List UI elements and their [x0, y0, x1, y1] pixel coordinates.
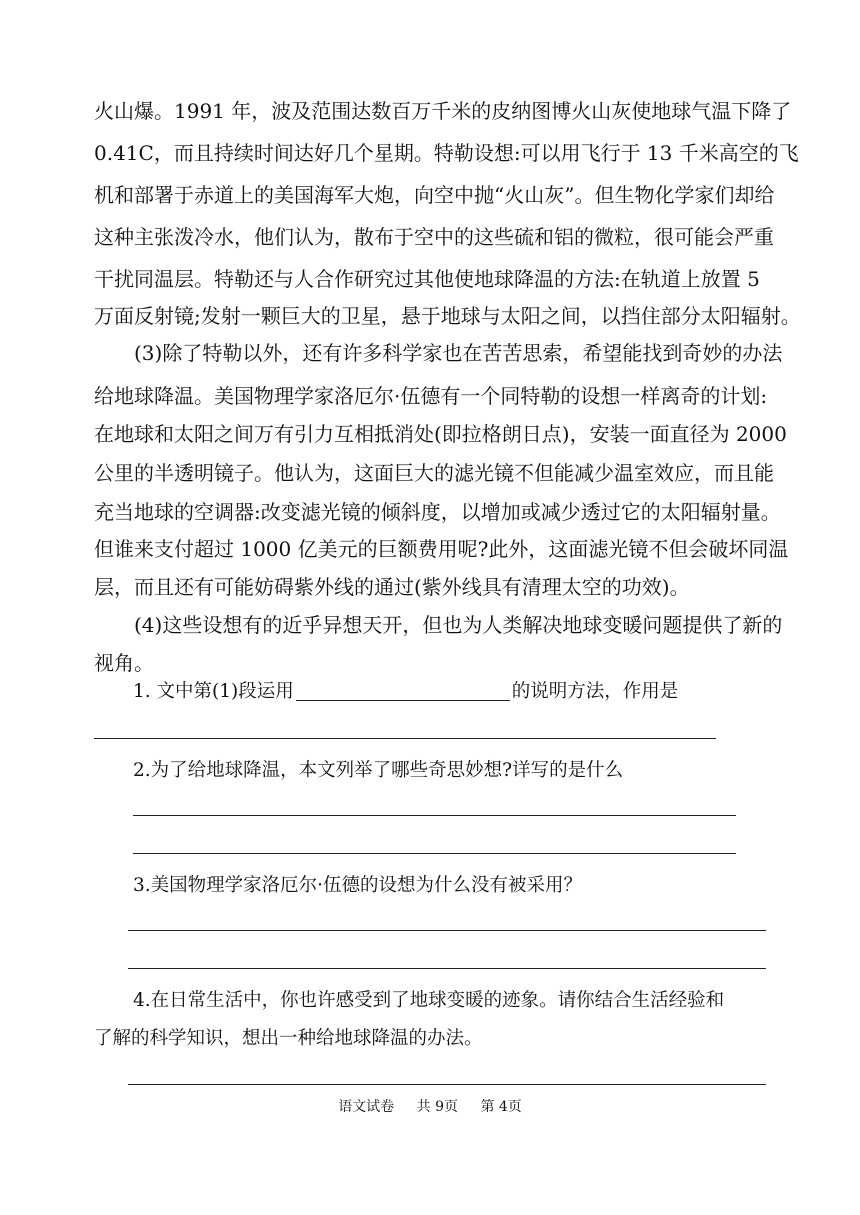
passage-line: 干扰同温层。特勒还与人合作研究过其他使地球降温的方法:在轨道上放置 5 — [94, 267, 760, 291]
passage-line: 公里的半透明镜子。他认为，这面巨大的滤光镜不但能减少温室效应，而且能 — [94, 461, 774, 485]
page-footer — [0, 1097, 860, 1117]
passage-line: 机和部署于赤道上的美国海军大炮，向空中抛“火山灰”。但生物化学家们却给 — [94, 183, 775, 207]
answer-line-q4[interactable] — [128, 1084, 766, 1085]
answer-line-q2-1[interactable] — [133, 815, 736, 816]
passage-line: 这种主张泼冷水，他们认为，散布于空中的这些硫和铝的微粒，很可能会严重 — [94, 225, 774, 249]
passage-line: 给地球降温。美国物理学家洛厄尔·伍德有一个同特勒的设想一样离奇的计划: — [94, 384, 768, 408]
question-1-suffix: 的说明方法，作用是 — [511, 681, 679, 702]
passage-line: 在地球和太阳之间万有引力互相抵消处(即拉格朗日点)，安装一面直径为 2000 — [94, 422, 787, 446]
question-2: 2.为了给地球降温，本文列举了哪些奇思妙想?详写的是什么 — [133, 760, 624, 781]
footer-page-number: 第 4页 — [480, 1099, 522, 1115]
question-4-line-1: 4.在日常生活中，你也许感受到了地球变暖的迹象。请你结合生活经验和 — [133, 990, 725, 1011]
question-3: 3.美国物理学家洛厄尔·伍德的设想为什么没有被采用？ — [133, 875, 583, 896]
passage-line: 层，而且还有可能妨碍紫外线的通过(紫外线具有清理太空的功效)。 — [94, 575, 690, 599]
answer-blank-method[interactable] — [296, 680, 510, 701]
passage-line: 但谁来支付超过 1000 亿美元的巨额费用呢?此外，这面滤光镜不但会破坏同温 — [94, 537, 789, 561]
passage-line: 万面反射镜;发射一颗巨大的卫星，悬于地球与太阳之间，以挡住部分太阳辐射。 — [94, 304, 801, 328]
question-4-line-2: 了解的科学知识，想出一种给地球降温的办法。 — [94, 1028, 483, 1049]
passage-line: (4)这些设想有的近乎异想天开，但也为人类解决地球变暖问题提供了新的 — [94, 613, 783, 637]
answer-line-q1[interactable] — [94, 738, 716, 739]
question-1 — [133, 679, 813, 705]
answer-line-q3-2[interactable] — [128, 968, 766, 969]
answer-line-q3-1[interactable] — [128, 930, 766, 931]
question-1-prefix: 1. 文中第(1)段运用 — [133, 681, 294, 702]
passage-line: 火山爆。1991 年，波及范围达数百万千米的皮纳图博火山灰使地球气温下降了 — [94, 99, 792, 123]
passage-line: 0.41C，而且持续时间达好几个星期。特勒设想:可以用飞行于 13 千米高空的飞 — [94, 141, 799, 165]
passage-line: 视角。 — [94, 651, 154, 675]
passage-line: 充当地球的空调器:改变滤光镜的倾斜度，以增加或减少透过它的太阳辐射量。 — [94, 500, 781, 524]
footer-total-pages: 共 9页 — [416, 1099, 458, 1115]
answer-line-q2-2[interactable] — [133, 853, 736, 854]
footer-subject: 语文试卷 — [338, 1099, 395, 1115]
passage-line: (3)除了特勒以外，还有许多科学家也在苦苦思索，希望能找到奇妙的办法 — [94, 341, 783, 365]
